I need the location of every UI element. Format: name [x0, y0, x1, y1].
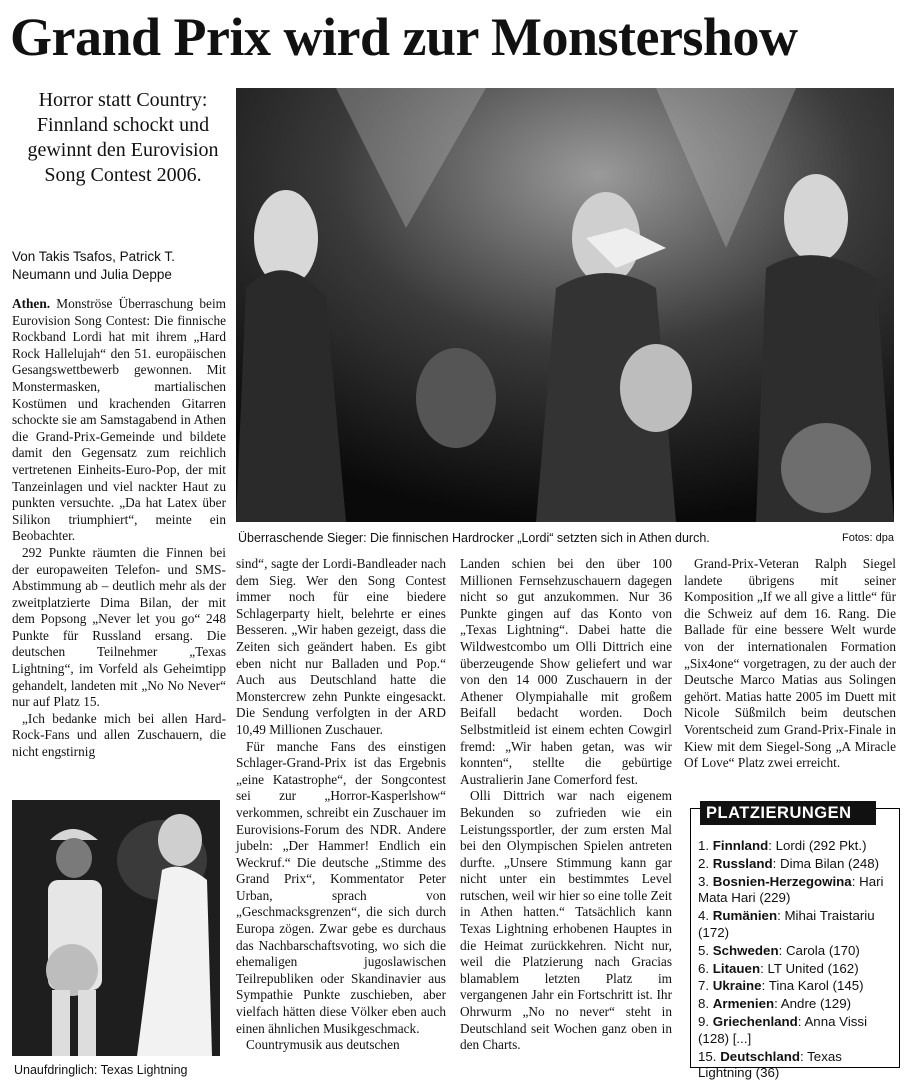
paragraph: Landen schien bei den über 100 Millionen Fernsehzuschauern dagegen nicht so gut anzukommen. Nur 36 Punkte gingen auf das Konto von „Texas Lightning“. Dabei hatte die Wildwestcombo um Olli Dittrich eine überzeugende Show geliefert und war von den 14 000 Zuschauern in der Athener Olympiahalle mit großem Beifall bedacht worden. Doch Selbstmitleid ist einem echten Cowgirl fremd: „Wir haben getan, was wir konnten“, stellte die gebürtige Australierin Jane Comerford fest. [460, 556, 672, 787]
paragraph: Für manche Fans des einstigen Schlager-Grand-Prix ist das Ergebnis „eine Katastrophe“, der Songcontest sei zur „Horror-Kasperlshow“ verkommen, schreibt ein Zuschauer im Eurovisions-Forum des NDR. Andere jubeln: „Der Hammer! Endlich ein Weckruf.“ Die deutsche „Stimme des Grand Prix“, Kommentator Peter Urban, sprach von „Geschmacksgrenzen“, die sich durch Europa zögen. Zwar gebe es durchaus das Nachbarschaftsvoting, wo sich die ehemaligen jugoslawischen Teilrepubliken oder Skandinavier aus Sympathie Punkte zuschieben, aber vielfach hätten diese Völker eben auch einen ähnlichen Musikgeschmack. [236, 738, 446, 1036]
ranking-item: 2. Russland: Dima Bilan (248) [698, 855, 880, 871]
band-photo-illustration [236, 88, 894, 522]
paragraph: sind“, sagte der Lordi-Bandleader nach dem Sieg. Wer den Song Contest immer noch für eine biedere Schlagerparty hielt, belehrte er eines Besseren. „Wir haben gezeigt, dass die Zeiten sich geändert haben. Es gibt eben nicht nur Balladen und Pop.“ Auch aus Deutschland hatte die Monstercrew zehn Punkte eingesackt. Die Sendung verfolgten in der ARD 10,49 Millionen Zuschauer. [236, 556, 446, 737]
headline: Grand Prix wird zur Monstershow [10, 7, 798, 67]
byline: Von Takis Tsafos, Patrick T. Neumann und Julia Deppe [12, 249, 175, 282]
paragraph: Grand-Prix-Veteran Ralph Siegel landete übrigens mit seiner Komposition „If we all give a little“ für die Schweiz auf dem 16. Rang. Die Ballade für eine bessere Welt wurde von der internationalen Formation „Six4one“ vorgetragen, zu der auch der Deutsche Marco Matias aus Solingen gehört. Matias hatte 2005 im Duett mit Nicole Süßmilch beim deutschen Vorentscheid zum Grand-Prix-Finale in Kiew mit dem Siegel-Song „A Miracle Of Love“ Platz zwei erreicht. [684, 556, 896, 771]
ranking-item: 15. Deutschland: Texas Lightning (36) [698, 1048, 842, 1081]
paragraph: Olli Dittrich war nach eigenem Bekunden so zufrieden wie ein Leistungssportler, der zum ersten Mal bei den Olympischen Spielen antreten durfte. „Unsere Stimmung kann gar nicht unter ein bestimmtes Level rutschen, weil wir hier so eine tolle Zeit in Athen hatten.“ Tatsächlich kann Texas Lightning erhobenen Hauptes in die Heimat zurückkehren. Nicht nur, weil die Platzierung nach Gracias blamablem letzten Platz im vergangenen Jahr ein Fortschritt ist. Ihr Ohrwurm „No no never“ steht in Deutschland seit Wochen ganz oben in den Charts. [460, 788, 672, 1053]
article-column-1 [12, 296, 226, 761]
ranking-item: 4. Rumänien: Mihai Traistariu (172) [698, 908, 875, 940]
ranking-item: 9. Griechenland: Anna Vissi (128) [...] [698, 1013, 868, 1046]
article-column-4 [684, 556, 896, 772]
paragraph: Monströse Überraschung beim Eurovision Song Contest: Die finnische Rockband Lordi hat mit ihrem „Hard Rock Hallelujah“ den 51. europäischen Gesangswettbewerb gewonnen. Mit Monstermasken, martialischen Kostümen und krachenden Gitarren schockte sie am Samstagabend in Athen die Grand-Prix-Gemeinde und bildete damit den Gegensatz zum reichlich vertretenen Einheits-Euro-Pop, der mit Tanzeinlagen und viel nackter Haut zu punkten versuchte. „Da hat Latex über Silikon triumphiert“, meinte ein Beobachter. [12, 296, 226, 544]
ranking-item: 5. Schweden: Carola (170) [698, 942, 860, 958]
ranking-list [698, 838, 894, 1083]
dateline: Athen. [12, 296, 51, 311]
texas-lightning-photo-illustration [12, 800, 220, 1056]
ranking-item: 6. Litauen: LT United (162) [698, 960, 859, 976]
small-photo [12, 800, 220, 1056]
ranking-title: PLATZIERUNGEN [700, 801, 876, 825]
ranking-item: 8. Armenien: Andre (129) [698, 996, 852, 1012]
main-photo [236, 88, 894, 522]
small-photo-caption: Unaufdringlich: Texas Lightning [14, 1063, 188, 1077]
main-photo-caption: Überraschende Sieger: Die finnischen Hardrocker „Lordi“ setzten sich in Athen durch. [238, 531, 710, 545]
deck: Horror statt Country: Finnland schockt und gewinnt den Eurovision Song Contest 2006. [27, 89, 219, 186]
paragraph: 292 Punkte räumten die Finnen bei der europaweiten Telefon- und SMS-Abstimmung ab – deutlich mehr als der zweitplatzierte Dima Bilan, der mit dem Popsong „Never let you go“ 248 Punkte für Russland ersang. Die deutschen Teilnehmer „Texas Lightning“, im Vorfeld als Geheimtipp gehandelt, landeten mit „No No Never“ nur auf Platz 15. [12, 544, 226, 710]
ranking-item: 1. Finnland: Lordi (292 Pkt.) [698, 838, 867, 853]
article-column-3 [460, 556, 672, 1054]
photo-credit: Fotos: dpa [842, 532, 894, 544]
ranking-item: 7. Ukraine: Tina Karol (145) [698, 978, 864, 994]
paragraph: „Ich bedanke mich bei allen Hard-Rock-Fans und allen Zuschauern, die nicht engstirnig [12, 710, 226, 760]
ranking-item: 3. Bosnien-Herzegowina: Hari Mata Hari (229) [698, 873, 884, 906]
article-column-2 [236, 556, 446, 1054]
paragraph: Countrymusik aus deutschen [246, 1037, 400, 1053]
